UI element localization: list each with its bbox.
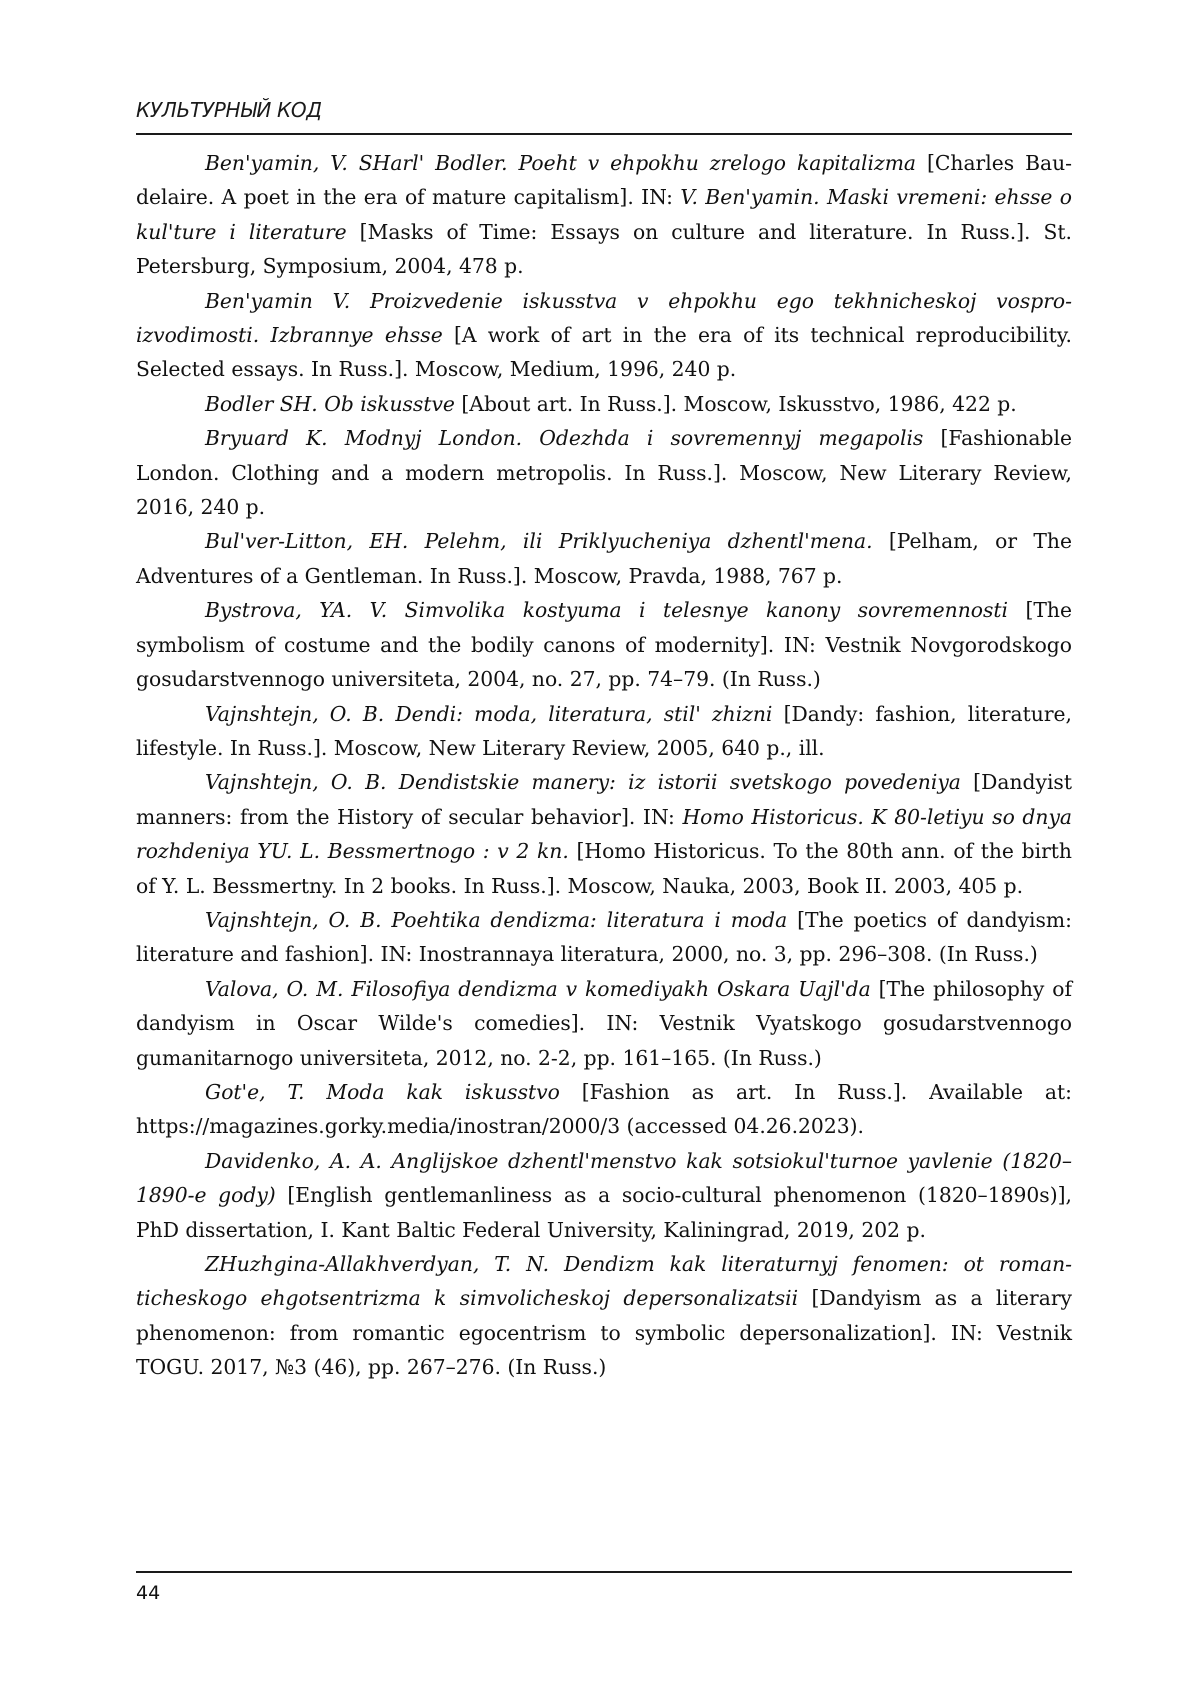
reference-details: [The poetics of dandyism: literature and fashion]. IN: Inostrannaya literatura, 2000, no. 3, pp. 296–308. (In Russ.) bbox=[136, 907, 1072, 967]
running-header: КУЛЬТУРНЫЙ КОД bbox=[136, 98, 322, 122]
header-rule bbox=[136, 133, 1072, 135]
reference-entry bbox=[136, 146, 1072, 284]
reference-title: Vajnshtejn, O. B. Poehtika dendizma: literatura i moda bbox=[205, 907, 788, 932]
page-number: 44 bbox=[136, 1582, 161, 1604]
reference-details: [Homo Historicus. To the 80th ann. of the birth of Y. L. Bessmertny. In 2 books. In Russ.]. Moscow, Nauka, 2003, Book II. 2003, 405 p. bbox=[136, 839, 1072, 898]
reference-details: [The symbolism of costume and the bodily canons of modernity]. IN: Vestnik Novgorodskogo gosudarstvennogo universiteta, 2004, no. 27, pp. 74–79. (In Russ.) bbox=[136, 598, 1072, 692]
reference-entry bbox=[136, 1075, 1072, 1144]
reference-title: Vajnshtejn, O. B. Dendistskie manery: iz istorii svetskogo povedeniya bbox=[205, 770, 961, 795]
reference-details: [About art. In Russ.]. Moscow, Iskusstvo, 1986, 422 p. bbox=[454, 391, 1017, 416]
reference-entry bbox=[136, 972, 1072, 1075]
reference-details: [Fashionable London. Clothing and a modern metropolis. In Russ.]. Moscow, New Literary Review, 2016, 240 p. bbox=[136, 426, 1072, 520]
reference-entry bbox=[136, 1247, 1072, 1385]
reference-entry bbox=[136, 1144, 1072, 1247]
reference-details: [English gentlemanliness as a socio-cultural phenomenon (1820–1890s)], PhD dissertation, I. Kant Baltic Federal University, Kaliningrad, 2019, 202 p. bbox=[136, 1183, 1072, 1242]
reference-title: Bryuard K. Modnyj London. Odezhda i sovremennyj megapolis bbox=[205, 426, 924, 451]
reference-entry bbox=[136, 387, 1072, 421]
reference-entry bbox=[136, 593, 1072, 696]
reference-title: Bystrova, YA. V. Simvolika kostyuma i telesnye kanony sovremennosti bbox=[205, 598, 1009, 623]
reference-details: [Dandyist manners: from the History of secular behavior]. IN: bbox=[136, 770, 1072, 829]
reference-title: Homo Historicus. K 80-letiyu so dnya rozhdeniya YU. L. Bessmertnogo : v 2 kn. bbox=[136, 804, 1073, 864]
reference-details: [A work of art in the era of its technical reproducibility. Selected essays. In Russ.]. Moscow, Medium, 1996, 240 p. bbox=[136, 323, 1072, 382]
reference-details: [Fashion as art. In Russ.]. Available at: https://magazines.gorky.media/inostran/2000/3 (accessed 04.26.2023). bbox=[136, 1079, 1073, 1139]
reference-title: ZHuzhgina-Allakhverdyan, T. N. Dendizm kak literaturnyj fenomen: ot romanticheskogo ehgotsentrizma k simvolicheskoj depersonalizatsii bbox=[136, 1252, 1072, 1311]
reference-entry bbox=[136, 284, 1072, 387]
reference-details: [Charles Baudelaire. A poet in the era of mature capitalism]. IN: bbox=[136, 151, 1072, 210]
reference-title: Vajnshtejn, O. B. Dendi: moda, literatura, stil' zhizni bbox=[205, 701, 773, 726]
reference-details: [Dandyism as a literary phenomenon: from romantic egocentrism to symbolic depersonalization]. IN: Vestnik TOGU. 2017, №3 (46), pp. 267–276. (In Russ.) bbox=[136, 1286, 1072, 1380]
reference-details: [The philosophy of dandyism in Oscar Wilde's comedies]. IN: Vestnik Vyatskogo gosudarstvennogo gumanitarnogo universiteta, 2012, no. 2-2, pp. 161–165. (In Russ.) bbox=[136, 976, 1072, 1070]
reference-entry bbox=[136, 421, 1072, 524]
reference-entry bbox=[136, 524, 1072, 593]
reference-title: V. Ben'yamin. Maski vremeni: ehsse o kul'ture i literature bbox=[136, 185, 1072, 244]
reference-list bbox=[136, 146, 1072, 1385]
reference-title: Ben'yamin, V. SHarl' Bodler. Poeht v ehpokhu zrelogo kapitalizma bbox=[205, 151, 917, 175]
reference-title: Bodler SH. Ob iskusstve bbox=[205, 391, 455, 416]
reference-title: Bul'ver-Litton, EH. Pelehm, ili Priklyucheniya dzhentl'mena. bbox=[205, 529, 873, 554]
reference-entry bbox=[136, 903, 1072, 972]
reference-title: Valova, O. M. Filosofiya dendizma v komediyakh Oskara Uajl'da bbox=[205, 976, 871, 1001]
reference-details: [Masks of Time: Essays on culture and literature. In Russ.]. St. Petersburg, Symposium, 2004, 478 p. bbox=[136, 219, 1072, 279]
reference-title: Got'e, T. Moda kak iskusstvo bbox=[205, 1079, 560, 1104]
reference-details: [Pelham, or The Adventures of a Gentleman. In Russ.]. Moscow, Pravda, 1988, 767 p. bbox=[136, 529, 1072, 588]
reference-entry bbox=[136, 765, 1072, 903]
reference-title: Ben'yamin V. Proizvedenie iskusstva v ehpokhu ego tekhnicheskoj vosproizvodimosti. Izbrannye ehsse bbox=[136, 288, 1072, 348]
footer-rule bbox=[136, 1571, 1072, 1573]
reference-entry bbox=[136, 697, 1072, 766]
reference-details: [Dandy: fashion, literature, lifestyle. In Russ.]. Moscow, New Literary Review, 2005, 640 p., ill. bbox=[136, 701, 1072, 760]
reference-title: Davidenko, A. A. Anglijskoe dzhentl'menstvo kak sotsiokul'turnoe yavlenie (1820–1890-e gody) bbox=[136, 1148, 1072, 1208]
